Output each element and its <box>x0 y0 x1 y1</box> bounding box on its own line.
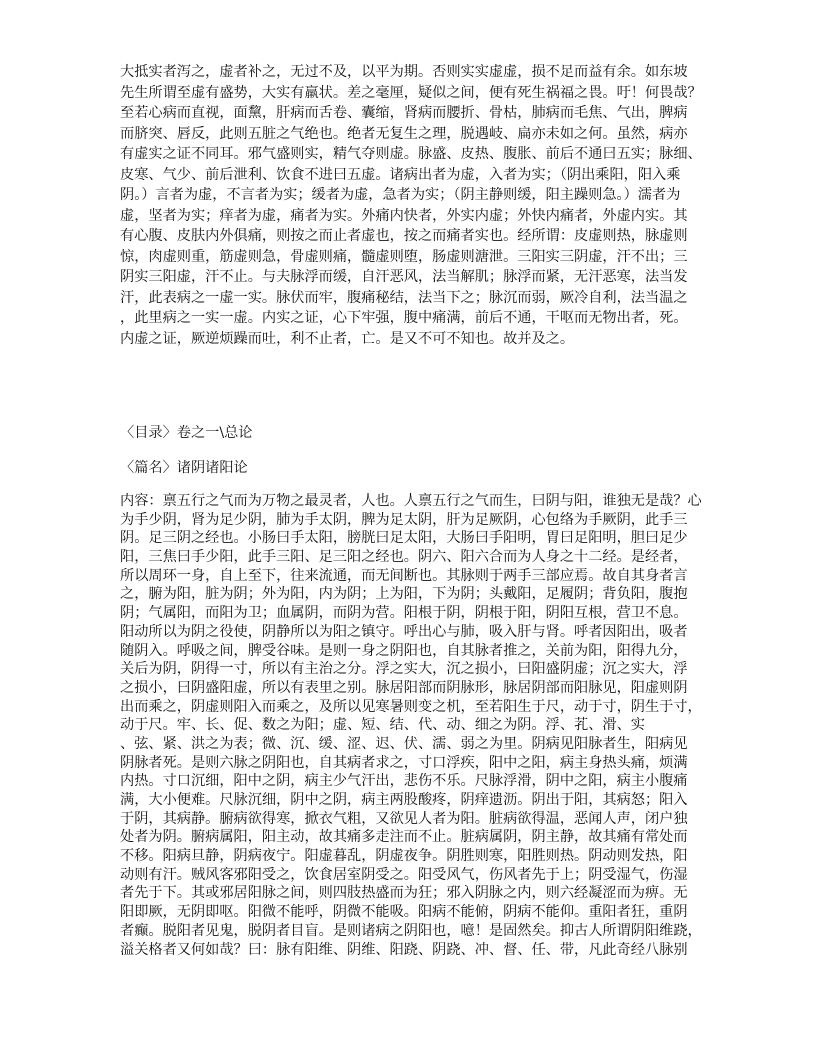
text-line: 阴脉者死。是则六脉之阴阳也，自其病者求之，寸口浮疾，阳中之阳，病主身热头痛，烦满 <box>120 754 688 771</box>
text-line: 之，腑为阳，脏为阴；外为阳，内为阴；上为阳，下为阴；头戴阳，足履阴；背负阳，腹抱 <box>120 586 688 603</box>
text-line: 为手少阴，肾为足少阴，肺为手太阴，脾为足太阴，肝为足厥阴，心包络为手厥阴，此手三 <box>120 511 688 528</box>
chapter-heading: 〈篇名〉诸阴诸阳论 <box>120 460 248 476</box>
text-line: 阳，三焦曰手少阳，此手三阳、足三阳之经也。阴六、阳六合而为人身之十二经。是经者， <box>120 549 688 566</box>
text-line: 处者为阴。腑病属阳，阳主动，故其痛多走注而不止。脏病属阴，阴主静，故其痛有常处而 <box>120 829 688 846</box>
text-line: 阳即厥，无阴即呕。阳微不能呼，阴微不能吸。阳病不能俯，阴病不能仰。重阳者狂，重阴 <box>120 904 688 921</box>
text-line: 内虚之证，厥逆烦躁而吐，利不止者，亡。是又不可不知也。故并及之。 <box>120 330 575 347</box>
text-line: 动则有汗。贼风客邪阳受之，饮食居室阴受之。阳受风气，伤风者先于上；阴受湿气，伤湿 <box>120 866 688 883</box>
text-line: 阴实三阳虚，汗不止。与夫脉浮而缓，自汗恶风，法当解肌；脉浮而紧，无汗恶寒，法当发 <box>120 269 688 285</box>
text-line: 汗，此表病之一虚一实。脉伏而牢，腹痛秘结，法当下之；脉沉而弱，厥冷自利，法当温之 <box>120 289 688 306</box>
text-line: 而脐突、唇反，此则五脏之气绝也。绝者无复生之理，脱遇岐、扁亦未如之何。虽然，病亦 <box>120 125 688 142</box>
text-line: 、弦、紧、洪之为表；微、沉、缓、涩、迟、伏、濡、弱之为里。阴病见阳脉者生，阳病见 <box>120 735 688 752</box>
text-line: ，此里病之一实一虚。内实之证，心下牢强，腹中痛满，前后不通，干呕而无物出者，死。 <box>120 310 688 326</box>
catalog-heading: 〈目录〉卷之一\总论 <box>120 425 253 441</box>
text-line: 虚，坚者为实；痒者为虚，痛者为实。外痛内快者，外实内虚；外快内痛者，外虚内实。其 <box>120 207 688 224</box>
text-line: 随阴入。呼吸之间，脾受谷味。是则一身之阴阳也，自其脉者推之，关前为阳，阳得九分， <box>120 642 688 659</box>
text-line: 溢关格者又何如哉？曰：脉有阳维、阴维、阳跷、阴跷、冲、督、任、带，凡此奇经八脉别 <box>120 941 688 958</box>
text-line: 大抵实者泻之，虚者补之，无过不及，以平为期。否则实实虚虚，损不足而益有余。如东坡 <box>120 64 688 80</box>
text-line: 阳动所以为阴之役使，阴静所以为阳之镇守。呼出心与肺，吸入肝与肾。呼者因阳出，吸者 <box>120 623 688 640</box>
text-line: 出而乘之，阴虚则阳入而乘之，及所以见寒暑则变之机，至若阳生于尺，动于寸，阴生于寸， <box>120 698 702 715</box>
top-paragraph <box>120 62 700 349</box>
text-line: 者癫。脱阳者见鬼，脱阴者目盲。是则诸病之阴阳也，噫！是固然矣。抑古人所谓阴阳维跷， <box>120 922 702 939</box>
text-line: 之损小，曰阴盛阳虚，所以有表里之别。脉居阳部而阴脉形，脉居阴部而阳脉见，阳虚则阴 <box>120 679 688 696</box>
text-line: 阴；气属阳，而阳为卫；血属阴，而阴为营。阳根于阴，阴根于阳，阴阳互根，营卫不息。 <box>120 605 688 622</box>
text-line: 阴。足三阴之经也。小肠曰手太阳，膀胱曰足太阳，大肠曰手阳明，胃曰足阳明，胆曰足少 <box>120 530 688 547</box>
text-line: 内容：禀五行之气而为万物之最灵者，人也。人禀五行之气而生，曰阴与阳，谁独无是哉？心 <box>120 493 702 509</box>
text-line: 先生所谓至虚有盛势，大实有羸状。差之毫厘，疑似之间，便有死生祸福之畏。吁！何畏哉？ <box>120 84 702 101</box>
text-line: 内热。寸口沉细，阳中之阴，病主少气汗出，悲伤不乐。尺脉浮滑，阴中之阳，病主小腹痛 <box>120 773 688 790</box>
text-line: 惊，肉虚则重，筋虚则急，骨虚则痛，髓虚则堕，肠虚则溏泄。三阳实三阴虚，汗不出；三 <box>120 248 688 265</box>
text-line: 至若心病而直视，面黧，肝病而舌卷、囊缩，肾病而腰折、骨枯，肺病而毛焦、气出，脾病 <box>120 105 688 121</box>
text-line: 动于尺。牢、长、促、数之为阳；虚、短、结、代、动、细之为阴。浮、芤、滑、实 <box>120 717 645 734</box>
body-paragraph <box>120 492 700 959</box>
text-line: 者先于下。其或邪居阳脉之间，则四肢热盛而为狂；邪入阴脉之内，则六经凝涩而为痹。无 <box>120 885 688 902</box>
text-line: 阴。）言者为虚，不言者为实；缓者为虚，急者为实；（阴主静则缓，阳主躁则急。）濡者为 <box>120 187 681 203</box>
text-line: 于阴，其病静。腑病欲得寒，掀衣气粗，又欲见人者为阳。脏病欲得温，恶闻人声，闭户独 <box>120 810 688 827</box>
text-line: 不移。阳病旦静，阴病夜宁。阳虚暮乱，阴虚夜争。阴胜则寒，阳胜则热。阴动则发热，阳 <box>120 848 688 865</box>
text-line: 满，大小便难。尺脉沉细，阴中之阴，病主两股酸疼，阴痒遗沥。阴出于阳，其病怒；阳入 <box>120 792 688 808</box>
text-line: 所以周环一身，自上至下，往来流通，而无间断也。其脉则于两手三部应焉。故自其身者言 <box>120 567 688 584</box>
text-line: 关后为阴，阴得一寸，所以有主治之分。浮之实大，沉之损小，曰阳盛阴虚；沉之实大，浮 <box>120 661 688 678</box>
text-line: 皮寒、气少、前后泄利、饮食不进曰五虚。诸病出者为虚，入者为实；（阴出乘阳，阳入乘 <box>120 166 681 183</box>
text-line: 有虚实之证不同耳。邪气盛则实，精气夺则虚。脉盛、皮热、腹胀、前后不通曰五实；脉细、 <box>120 146 702 162</box>
text-line: 有心腹、皮肤内外俱痛，则按之而止者虚也，按之而痛者实也。经所谓：皮虚则热，脉虚则 <box>120 228 688 244</box>
